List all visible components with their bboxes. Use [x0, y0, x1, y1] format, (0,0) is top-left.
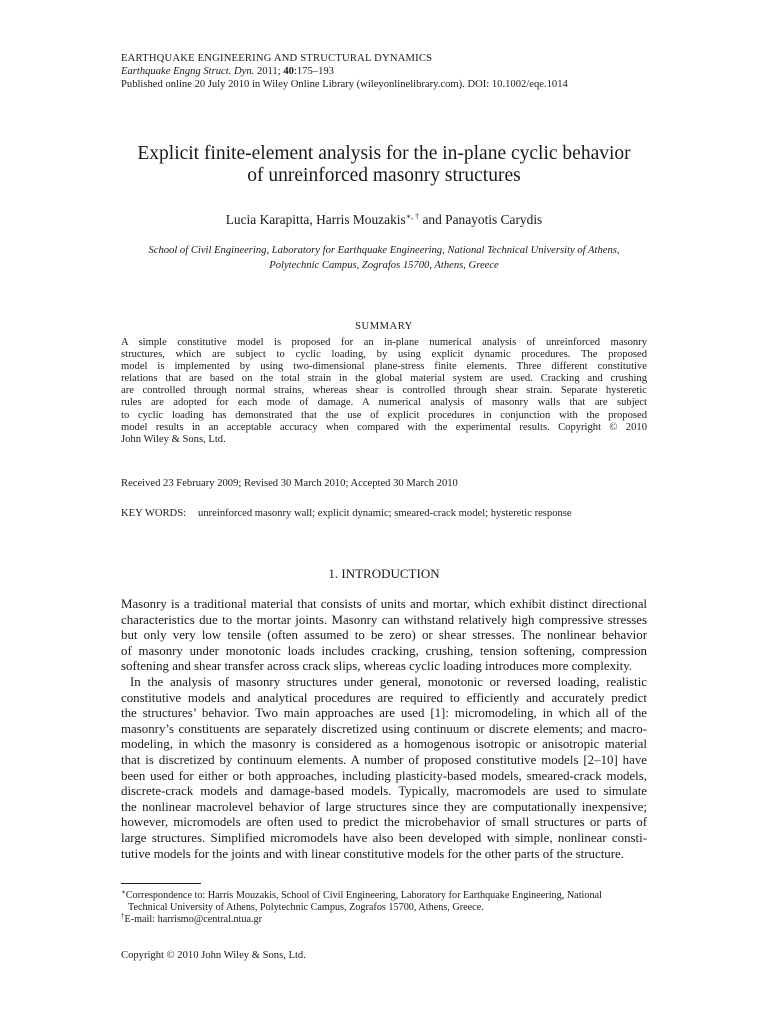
- abstract-line: John Wiley & Sons, Ltd.: [121, 433, 226, 445]
- section-heading-introduction: 1. INTRODUCTION: [328, 566, 440, 581]
- abstract-line: model is implemented by using two-dimensional plane-stress finite elements. Three different constitutive: [121, 361, 647, 373]
- affiliation-line-2: Polytechnic Campus, Zografos 15700, Athens, Greece: [269, 260, 499, 271]
- abstract-line: A simple constitutive model is proposed for an in-plane numerical analysis of unreinforced masonry: [121, 337, 647, 348]
- paragraph-line: of masonry under monotonic loads includes cracking, crushing, tension softening, compression: [121, 643, 647, 658]
- paragraph-line: Masonry is a traditional material that consists of units and mortar, which exhibit distinct directional: [121, 597, 647, 611]
- abstract-line: structures, which are subject to cyclic loading, by using explicit dynamic procedures. The proposed: [121, 349, 647, 361]
- citation-journal: Earthquake Engng Struct. Dyn.: [121, 66, 255, 77]
- email-footnote: [121, 914, 647, 926]
- paragraph-line: discrete-crack models and damage-based models. Typically, macromodels are used to simulate: [121, 784, 647, 799]
- introduction-text: [121, 597, 647, 862]
- journal-header: [121, 52, 651, 91]
- title-line-2: of unreinforced masonry structures: [247, 165, 521, 186]
- paragraph-line: been used for either or both approaches, including plasticity-based models, smeared-crack models,: [121, 768, 647, 783]
- abstract-line: to cyclic loading has demonstrated that the use of explicit procedures in conjunction with the proposed: [121, 409, 647, 421]
- paragraph-line: however, micromodels are often used to predict the microbehavior of small structures or parts of: [121, 815, 647, 830]
- citation-line: [121, 65, 651, 78]
- abstract-line: are controlled through normal strains, whereas shear is controlled through shear strain. Separate hysteretic: [121, 385, 647, 397]
- paragraph-line: the nonlinear macrolevel behavior of large structures since they are computationally inexpensive;: [121, 799, 647, 814]
- paragraph-line: constitutive models and analytical procedures are required to efficiently and accurately predict: [121, 690, 647, 705]
- summary-heading: SUMMARY: [355, 321, 413, 332]
- citation-volume: 40: [283, 66, 294, 77]
- author-names-2: and Panayotis Carydis: [419, 212, 543, 227]
- author-list: [110, 212, 658, 228]
- paragraph-line: modeling, in which the masonry is considered as a homogenous isotropic or anisotropic material: [121, 737, 647, 752]
- abstract-line: rules are adopted for each mode of damage. A numerical analysis of masonry walls that are subject: [121, 397, 647, 409]
- paragraph-line: but only very low tensile (often assumed to be zero) or shear stresses. The nonlinear behavior: [121, 628, 647, 643]
- abstract-text: [121, 337, 647, 446]
- publication-line: Published online 20 July 2010 in Wiley Online Library (wileyonlinelibrary.com). DOI: 10.1002/eqe.1014: [121, 79, 568, 90]
- paragraph-line: masonry’s constituents are separately discretized using continuum or discrete elements; and macro-: [121, 721, 647, 736]
- correspondence-footnote-line-2: Technical University of Athens, Polytechnic Campus, Zografos 15700, Athens, Greece.: [128, 902, 484, 914]
- journal-name: EARTHQUAKE ENGINEERING AND STRUCTURAL DYNAMICS: [121, 53, 433, 64]
- correspondence-text-1: Correspondence to: Harris Mouzakis, School of Civil Engineering, Laboratory for Earthquake Engineering, National: [125, 890, 602, 901]
- citation-year: 2011;: [256, 66, 281, 77]
- paragraph-line: that is discretized by continuum elements. A number of proposed constitutive models [2–10] have: [121, 752, 647, 767]
- footnote-divider: [121, 883, 201, 884]
- keywords: [121, 507, 572, 520]
- paragraph-line: In the analysis of masonry structures under general, monotonic or reversed loading, realistic: [130, 674, 647, 689]
- correspondence-footnote-line-1: [121, 890, 647, 902]
- author-names-1: Lucia Karapitta, Harris Mouzakis: [225, 212, 406, 227]
- correspondence-mark: ∗: [121, 888, 126, 896]
- paragraph-line: tutive models for the joints and with linear constitutive models for the other parts of the structure.: [121, 846, 624, 861]
- paper-title: [110, 143, 658, 187]
- citation-pages: :175–193: [293, 66, 334, 77]
- paragraph-line: large structures. Simplified micromodels have also been developed with simple, nonlinear consti-: [121, 830, 647, 845]
- corresponding-author-marks: ∗, †: [405, 212, 420, 221]
- copyright-notice: Copyright © 2010 John Wiley & Sons, Ltd.: [121, 950, 306, 961]
- affiliation-line-1: School of Civil Engineering, Laboratory for Earthquake Engineering, National Technical University of Athens,: [148, 245, 620, 256]
- keywords-text: unreinforced masonry wall; explicit dynamic; smeared-crack model; hysteretic response: [198, 508, 572, 519]
- affiliation: [110, 243, 658, 273]
- paragraph-line: characteristics due to the mortar joints. Masonry can withstand relatively high compressive stresses: [121, 612, 647, 627]
- received-dates: Received 23 February 2009; Revised 30 March 2010; Accepted 30 March 2010: [121, 478, 458, 489]
- abstract-line: relations that are based on the total strain in the global material system are used. Cracking and crushing: [121, 373, 647, 385]
- paragraph-line: softening and shear transfer across crack slips, whereas cyclic loading introduces more complexity.: [121, 659, 633, 674]
- paragraph-line: the structures’ behavior. Two main approaches are used [1]: micromodeling, in which all of the: [121, 706, 647, 721]
- title-line-1: Explicit finite-element analysis for the in-plane cyclic behavior: [137, 143, 631, 164]
- email-text: E-mail: harrismo@central.ntua.gr: [124, 914, 263, 926]
- abstract-line: model results in an acceptable accuracy when compared with the experimental results. Copyright © 2010: [121, 421, 647, 433]
- keywords-label: KEY WORDS:: [121, 508, 187, 519]
- footnotes: [121, 890, 647, 927]
- email-mark: †: [121, 912, 125, 921]
